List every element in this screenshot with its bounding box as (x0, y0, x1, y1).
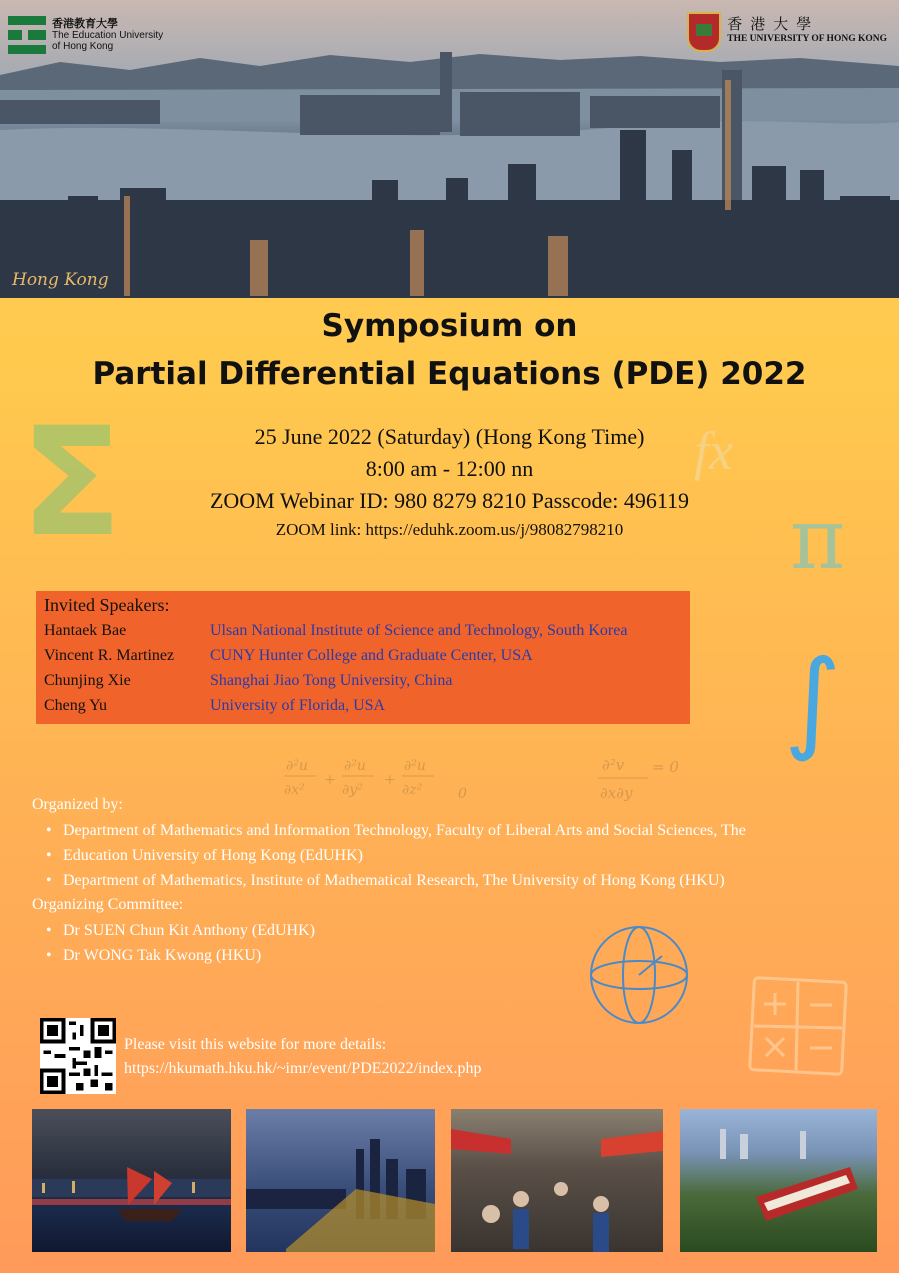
hku-crest-icon (687, 12, 721, 52)
svg-text:∂z²: ∂z² (402, 782, 423, 798)
fx-symbol-icon: fx (694, 421, 733, 481)
peak-tram-photo (680, 1109, 877, 1252)
victoria-harbour-photo (246, 1109, 435, 1252)
junk-boat-night-photo (32, 1109, 231, 1252)
eduhk-emblem-icon (8, 16, 46, 54)
integral-symbol-icon: ∫ (784, 636, 842, 764)
website-prompt: Please visit this website for more details: (124, 1036, 387, 1053)
speaker-name: Cheng Yu (44, 697, 107, 714)
hku-name-english: THE UNIVERSITY OF HONG KONG (727, 34, 887, 44)
hong-kong-script-text: Hong Kong (12, 270, 109, 290)
speaker-affiliation: Shanghai Jiao Tong University, China (210, 672, 453, 689)
svg-text:+: + (324, 772, 336, 788)
hku-logo (687, 12, 887, 52)
sphere-diagram-icon (586, 922, 692, 1028)
eduhk-name-english-1: The Education University (52, 29, 164, 41)
speaker-name: Vincent R. Martinez (44, 647, 175, 664)
title-line-2: Partial Differential Equations (PDE) 2022 (92, 356, 807, 392)
speakers-heading: Invited Speakers: (44, 595, 170, 615)
svg-text:∂x²: ∂x² (284, 782, 305, 798)
zoom-link[interactable]: ZOOM link: https://eduhk.zoom.us/j/98082798210 (275, 520, 624, 539)
zoom-webinar-details: ZOOM Webinar ID: 980 8279 8210 Passcode: 496119 (209, 488, 690, 513)
speaker-affiliation: University of Florida, USA (210, 697, 386, 714)
event-time: 8:00 am - 12:00 nn (365, 456, 534, 481)
pi-symbol-icon: π (790, 490, 846, 588)
speaker-affiliation: Ulsan National Institute of Science and Technology, South Korea (210, 622, 628, 639)
eduhk-name-english-2: of Hong Kong (52, 40, 114, 52)
street-market-photo (451, 1109, 663, 1252)
organizer-item-continued (63, 843, 363, 868)
invited-speakers-box (36, 591, 690, 724)
website-url[interactable]: https://hkumath.hku.hk/~imr/event/PDE2022/index.php (124, 1060, 482, 1077)
hku-name-chinese: 香港大學 (727, 17, 820, 33)
svg-text:∂²u: ∂²u (286, 758, 308, 774)
qr-code-icon[interactable] (40, 1018, 116, 1094)
sigma-symbol-icon: Σ (20, 396, 123, 570)
speaker-affiliation: CUNY Hunter College and Graduate Center, USA (210, 647, 533, 664)
svg-text:0: 0 (458, 786, 467, 802)
organized-by-heading: Organized by: (32, 796, 123, 813)
svg-text:∂x∂y: ∂x∂y (600, 784, 633, 802)
organizer-item: • Department of Mathematics, Institute of Mathematical Research, The University of Hong Kong (HKU) (63, 868, 725, 893)
speaker-name: Chunjing Xie (44, 672, 131, 689)
svg-text:∂y²: ∂y² (342, 782, 363, 798)
calculator-icon (748, 976, 848, 1076)
laplace-equation-icon (280, 748, 490, 808)
svg-text:= 0: = 0 (652, 758, 679, 776)
svg-text:∂²v: ∂²v (602, 756, 625, 774)
svg-text:∂²u: ∂²u (404, 758, 426, 774)
committee-member: • Dr SUEN Chun Kit Anthony (EdUHK) (63, 918, 315, 943)
wave-equation-icon (594, 748, 704, 806)
svg-text:∂²u: ∂²u (344, 758, 366, 774)
event-date: 25 June 2022 (Saturday) (Hong Kong Time) (254, 424, 645, 449)
organizer-item-text: Education University of Hong Kong (EdUHK) (63, 847, 363, 864)
speaker-name: Hantaek Bae (44, 622, 127, 639)
title-line-1: Symposium on (321, 308, 578, 344)
committee-heading: Organizing Committee: (32, 896, 184, 913)
eduhk-logo (8, 16, 163, 54)
organizer-item: • Department of Mathematics and Information Technology, Faculty of Liberal Arts and Social Sciences, The (63, 818, 746, 843)
svg-text:+: + (384, 772, 396, 788)
eduhk-name-chinese: 香港教育大學 (52, 17, 118, 30)
committee-member: • Dr WONG Tak Kwong (HKU) (63, 943, 261, 968)
